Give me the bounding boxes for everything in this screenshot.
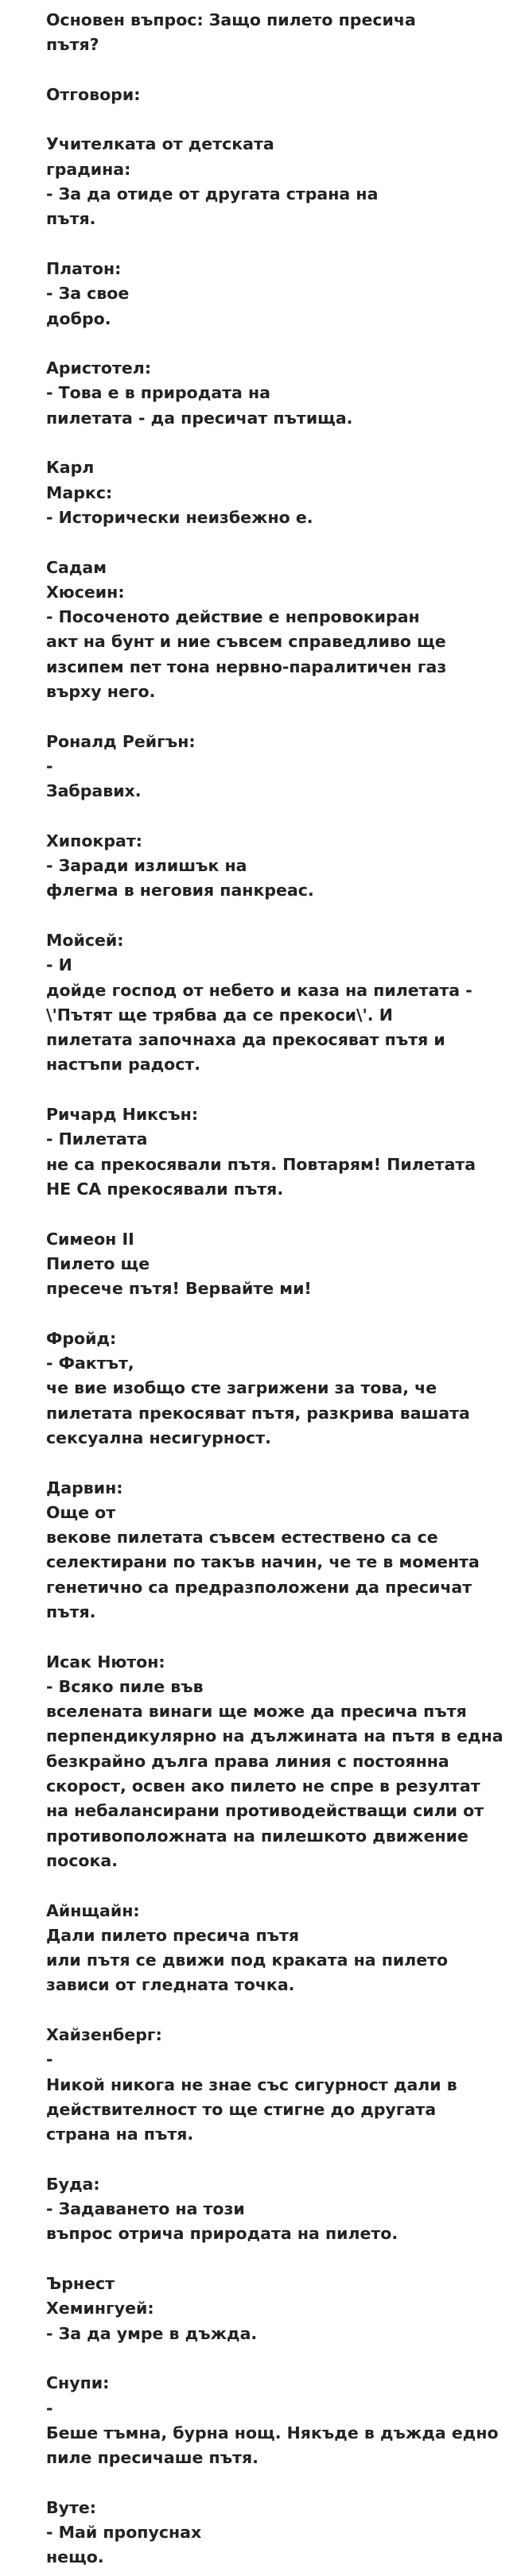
text-line: Садам: [46, 557, 107, 577]
text-line: страна на пътя.: [46, 2125, 194, 2144]
text-line: - И: [46, 955, 72, 975]
text-line: [46, 1998, 500, 2023]
text-line: че вие изобщо сте загрижени за това, че: [46, 1378, 437, 1398]
text-line: Аристотел:: [46, 358, 152, 378]
text-line: Маркс:: [46, 482, 113, 502]
text-line: пътя.: [46, 209, 96, 229]
text-line: [46, 1301, 500, 1326]
text-line: флегма в неговия панкреас.: [46, 881, 314, 901]
text-line: [46, 2470, 500, 2495]
text-line: пилетата започнаха да прекосяват пътя и: [46, 1030, 445, 1050]
text-line: Хемингуей:: [46, 2299, 154, 2318]
text-line: Учителката от детската: [46, 134, 274, 154]
text-line: -: [46, 756, 53, 776]
text-line: [46, 58, 500, 83]
text-line: - Задаването на този: [46, 2199, 245, 2219]
text-line: - Посоченото действие е непровокиран: [46, 607, 420, 627]
text-line: пътя?: [46, 35, 99, 55]
joke-text-block: [46, 8, 503, 2570]
text-line: [46, 2247, 500, 2272]
text-line: - Пилетата: [46, 1129, 148, 1149]
text-line: [46, 1873, 500, 1898]
text-line: [46, 232, 500, 257]
text-line: пътя.: [46, 1602, 96, 1621]
text-line: Забравих.: [46, 781, 142, 801]
text-line: Основен въпрос: Защо пилето пресича: [46, 10, 416, 29]
text-line: - За свое: [46, 284, 130, 304]
text-line: [46, 704, 500, 729]
text-line: векове пилетата съвсем естествено са се: [46, 1528, 438, 1548]
text-line: Дарвин:: [46, 1478, 123, 1497]
text-line: градина:: [46, 159, 131, 179]
text-line: [46, 2148, 500, 2172]
text-line: - Май пропуснах: [46, 2522, 202, 2542]
text-line: Никой никога не знае със сигурност дали в: [46, 2074, 457, 2094]
text-line: действителност то ще стигне до другата: [46, 2099, 437, 2119]
text-line: Исак Нютон:: [46, 1652, 165, 1671]
text-line: Вуте:: [46, 2497, 96, 2517]
text-line: Роналд Рейгън:: [46, 731, 196, 751]
text-line: Пилето ще: [46, 1253, 150, 1273]
text-line: пиле пресичаше пътя.: [46, 2448, 258, 2468]
text-line: сексуална несигурност.: [46, 1427, 271, 1447]
text-line: вселената винаги ще може да пресича пътя: [46, 1702, 467, 1722]
text-line: - За да отиде от другата страна на: [46, 184, 379, 204]
text-line: безкрайно дълга права линия с постоянна: [46, 1751, 449, 1771]
text-line: настъпи радост.: [46, 1055, 201, 1075]
text-line: добро.: [46, 308, 111, 328]
text-line: генетично са предразположени да пресичат: [46, 1577, 472, 1597]
text-line: Хюсеин:: [46, 582, 125, 602]
text-line: [46, 1202, 500, 1226]
text-line: [46, 1078, 500, 1102]
text-line: - Това е в природата на: [46, 383, 271, 403]
text-line: Ричард Никсън:: [46, 1105, 199, 1125]
text-line: [46, 804, 500, 829]
text-line: Айнщайн:: [46, 1900, 140, 1920]
text-line: нещо.: [46, 2547, 104, 2567]
text-line: пилетата - да пресичат пътища.: [46, 408, 353, 428]
text-line: селектирани по такъв начин, че те в момента: [46, 1552, 480, 1572]
text-line: Мойсей:: [46, 930, 124, 950]
text-line: [46, 530, 500, 555]
text-line: перпендикулярно на дължината на пътя в една: [46, 1726, 503, 1746]
text-line: \'Пътят ще трябва да се прекоси\'. И: [46, 1005, 393, 1025]
text-line: или пътя се движи под краката на пилето: [46, 1950, 449, 1970]
text-line: посока.: [46, 1850, 119, 1870]
text-line: [46, 2346, 500, 2371]
text-line: Платон:: [46, 258, 122, 278]
text-line: [46, 904, 500, 928]
text-line: Фройд:: [46, 1328, 117, 1348]
text-line: въпрос отрича природата на пилето.: [46, 2224, 398, 2244]
text-line: -: [46, 2050, 53, 2070]
text-line: дойде господ от небето и каза на пилетата -: [46, 980, 472, 1000]
text-line: Хипократ:: [46, 831, 142, 850]
text-line: [46, 1625, 500, 1649]
text-line: [46, 331, 500, 356]
text-line: Още от: [46, 1502, 116, 1522]
text-line: изсипем пет тона нервно-паралитичен газ: [46, 657, 447, 676]
text-line: - Всяко пиле във: [46, 1676, 204, 1696]
text-line: Симеон II: [46, 1229, 134, 1249]
text-line: НЕ СА прекосявали пътя.: [46, 1179, 284, 1199]
text-line: не са прекосявали пътя. Повтарям! Пилетата: [46, 1154, 476, 1174]
text-line: зависи от гледната точка.: [46, 1975, 295, 1995]
text-line: на небалансирани противодействащи сили от: [46, 1801, 484, 1821]
text-line: [46, 1451, 500, 1475]
text-line: върху него.: [46, 682, 156, 702]
text-line: [46, 107, 500, 132]
text-line: акт на бунт и ние съвсем справедливо ще: [46, 632, 446, 652]
text-line: - Заради излишък на: [46, 856, 247, 876]
text-line: -: [46, 2398, 53, 2418]
text-line: пресече пътя! Вервайте ми!: [46, 1279, 312, 1299]
text-line: Буда:: [46, 2174, 100, 2194]
text-line: противоположната на пилешкото движение: [46, 1826, 468, 1846]
text-line: Беше тъмна, бурна нощ. Някъде в дъжда едно: [46, 2423, 499, 2442]
text-line: [46, 431, 500, 455]
text-line: Ърнест: [46, 2274, 115, 2294]
text-line: Хайзенберг:: [46, 2025, 162, 2045]
text-line: - Фактът,: [46, 1354, 134, 1373]
text-line: скорост, освен ако пилето не спре в резултат: [46, 1776, 480, 1796]
text-line: Дали пилето пресича пътя: [46, 1925, 300, 1945]
text-line: Снупи:: [46, 2373, 110, 2393]
text-line: - Исторически неизбежно е.: [46, 507, 313, 527]
text-line: пилетата прекосяват пътя, разкрива вашата: [46, 1403, 470, 1423]
text-line: - За да умре в дъжда.: [46, 2323, 258, 2343]
text-line: Карл: [46, 458, 95, 478]
text-line: Отговори:: [46, 84, 141, 104]
